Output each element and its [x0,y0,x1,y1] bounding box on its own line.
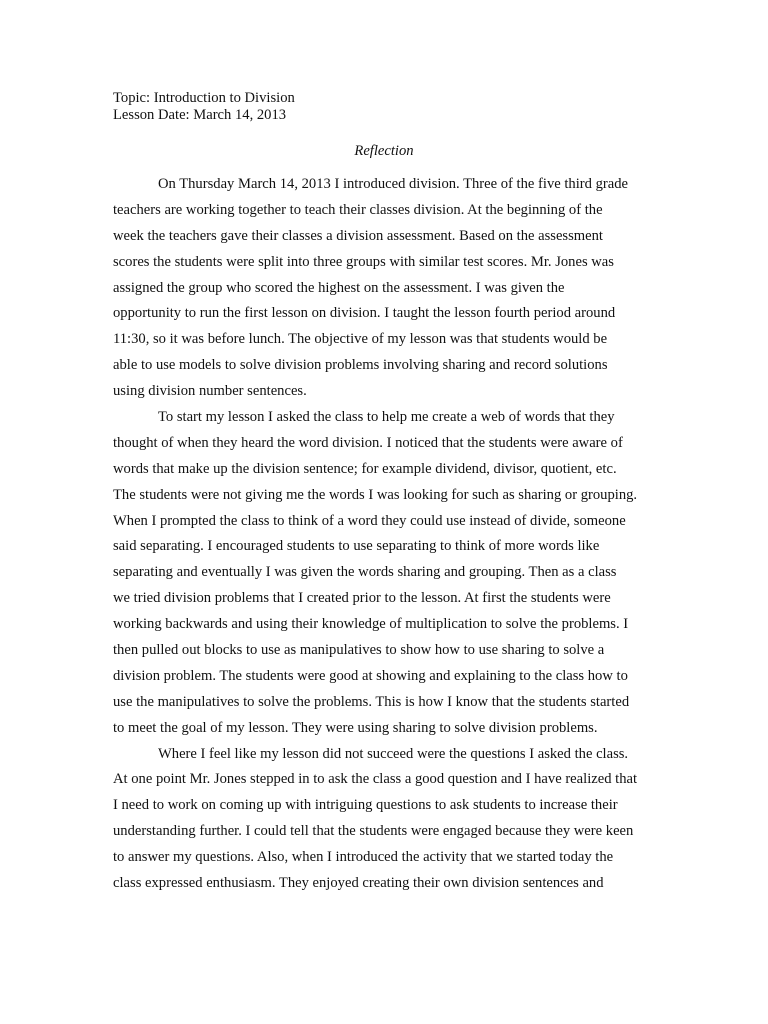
body-line: to meet the goal of my lesson. They were using sharing to solve division problems. [113,719,598,736]
document-header [113,90,295,124]
topic-line: Topic: Introduction to Division [113,90,295,106]
body-line: able to use models to solve division problems involving sharing and record solutions [113,357,608,374]
body-line: At one point Mr. Jones stepped in to ask the class a good question and I have realized that [113,771,638,788]
body-line: I need to work on coming up with intriguing questions to ask students to increase their [113,797,618,814]
body-line: On Thursday March 14, 2013 I introduced division. Three of the five third grade [158,176,628,192]
document-title: Reflection [354,143,414,159]
body-line: then pulled out blocks to use as manipulatives to show how to use sharing to solve a [113,642,605,659]
body-line: understanding further. I could tell that the students were engaged because they were keen [113,823,634,840]
body-line: assigned the group who scored the highest on the assessment. I was given the [113,279,565,296]
body-line: class expressed enthusiasm. They enjoyed creating their own division sentences and [113,875,604,892]
body-line: Where I feel like my lesson did not succeed were the questions I asked the class. [158,745,629,762]
body-line: thought of when they heard the word division. I noticed that the students were aware of [113,434,623,451]
body-line: we tried division problems that I created prior to the lesson. At first the students were [113,590,611,607]
body-line: week the teachers gave their classes a division assessment. Based on the assessment [113,227,603,244]
body-line: said separating. I encouraged students to use separating to think of more words like [113,538,600,555]
body-line: division problem. The students were good at showing and explaining to the class how to [113,667,628,684]
body-line: When I prompted the class to think of a word they could use instead of divide, someone [113,512,626,529]
body-line: 11:30, so it was before lunch. The objective of my lesson was that students would be [113,331,608,348]
body-line: teachers are working together to teach their classes division. At the beginning of the [113,201,603,218]
body-line: words that make up the division sentence; for example dividend, divisor, quotient, etc. [113,460,617,477]
body-line: to answer my questions. Also, when I introduced the activity that we started today the [113,849,614,866]
body-line: The students were not giving me the words I was looking for such as sharing or grouping. [113,486,638,503]
body-line: scores the students were split into three groups with similar test scores. Mr. Jones was [113,253,614,270]
body-line: opportunity to run the first lesson on division. I taught the lesson fourth period around [113,305,616,322]
body-line: To start my lesson I asked the class to help me create a web of words that they [158,409,615,426]
body-line: using division number sentences. [113,383,307,400]
reflection-body [113,175,673,900]
body-line: use the manipulatives to solve the problems. This is how I know that the students started [113,693,630,710]
body-line: separating and eventually I was given the words sharing and grouping. Then as a class [113,564,617,581]
lesson-date-line: Lesson Date: March 14, 2013 [113,107,287,123]
body-line: working backwards and using their knowledge of multiplication to solve the problems. I [113,616,629,633]
